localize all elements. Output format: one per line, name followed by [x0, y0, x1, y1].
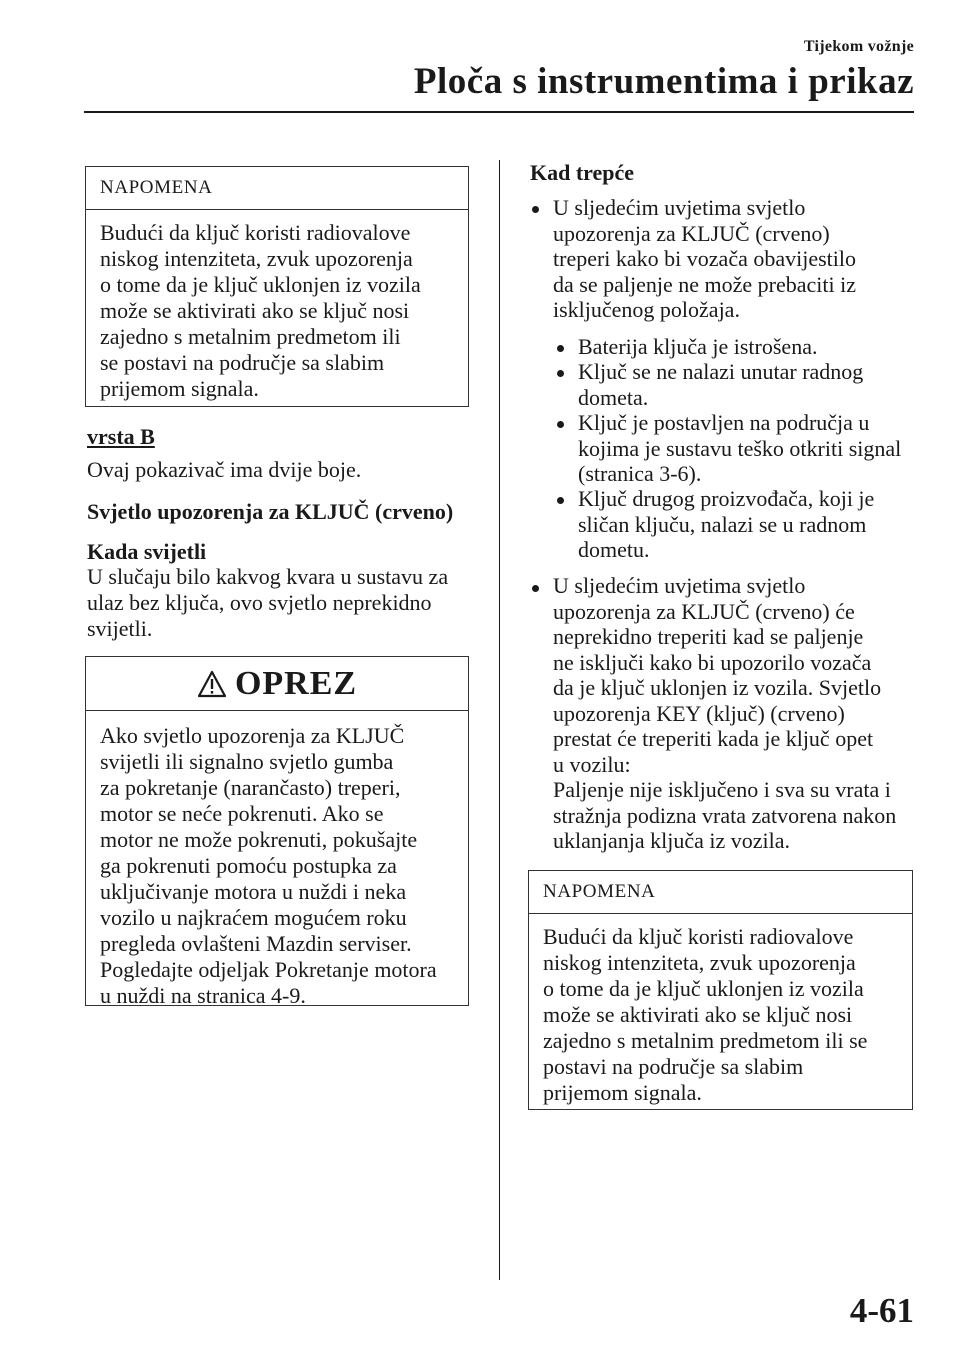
sub-bullet-item-1: Baterija ključa je istrošena. — [578, 334, 818, 359]
when-lit-text: U slučaju bilo kakvog kvara u sustavu za ulaz bez ključa, ovo svjetlo neprekidno svijetli. — [87, 564, 449, 641]
note-box-left — [85, 166, 469, 407]
bullet-dot — [532, 585, 539, 592]
sub-bullet-dot — [557, 345, 564, 352]
sub-bullet-item-2: Ključ se ne nalazi unutar radnog dometa. — [578, 359, 864, 410]
header-rule — [84, 111, 914, 113]
note-label: NAPOMENA — [529, 871, 912, 914]
note-text: Budući da ključ koristi radiovalove niskog intenziteta, zvuk upozorenja o tome da je ključ uklonjen iz vozila može se aktivirati ako se ključ nosi zajedno s metalnim predmetom ili se postavi na područje sa slabim prijemom signala. — [100, 220, 421, 401]
caution-header — [86, 657, 468, 711]
note-box-right — [528, 870, 913, 1110]
sub-bullet-item-3: Ključ je postavljen na područja u kojima je sustavu teško otkriti signal (stranica 3-6). — [578, 410, 902, 486]
caution-text: Ako svjetlo upozorenja za KLJUČ svijetli ili signalno svjetlo gumba za pokretanje (narančasto) treperi, motor se neće pokrenuti. Ako se motor ne može pokrenuti, pokušajte ga pokrenuti pomoću postupka za uključivanje motora u nuždi i neka vozilo u najkraćem mogućem roku pregleda ovlašteni Mazdin serviser. Pogledajte odjeljak Pokretanje motora u nuždi na stranica 4-9. — [100, 723, 437, 1008]
caution-box — [85, 656, 469, 1006]
page-number: 4-61 — [849, 1291, 914, 1330]
type-heading: vrsta B — [87, 424, 155, 449]
warning-triangle-icon — [197, 670, 227, 698]
sub-bullet-dot — [557, 497, 564, 504]
bullet-dot — [532, 206, 539, 213]
intro-text: Ovaj pokazivač ima dvije boje. — [87, 457, 362, 482]
note-label: NAPOMENA — [86, 167, 468, 210]
note-text: Budući da ključ koristi radiovalove niskog intenziteta, zvuk upozorenja o tome da je ključ uklonjen iz vozila može se aktivirati ako se ključ nosi zajedno s metalnim predmetom ili se postavi na područje sa slabim prijemom signala. — [543, 924, 868, 1105]
blink-heading: Kad trepće — [530, 160, 635, 185]
when-lit-heading: Kada svijetli — [87, 539, 207, 564]
sub-bullet-dot — [557, 370, 564, 377]
column-divider — [499, 160, 500, 1280]
section-label: Tijekom vožnje — [803, 38, 914, 55]
bullet-item-2: U sljedećim uvjetima svjetlo upozorenja za KLJUČ (crveno) će neprekidno treperiti kad se paljenje ne isključi kako bi upozorilo vozača da je ključ uklonjen iz vozila. Svjetlo upozorenja KEY (ključ) (crveno) prestat će treperiti kada je ključ opet u vozilu: Paljenje nije isključeno i sva su vrata i stražnja podizna vrata zatvorena nakon uklanjanja ključa iz vozila. — [553, 573, 897, 853]
page-title: Ploča s instrumentima i prikaz — [413, 61, 914, 102]
sub-bullet-dot — [557, 421, 564, 428]
bullet-item-1: U sljedećim uvjetima svjetlo upozorenja za KLJUČ (crveno) treperi kako bi vozača obavijestilo da se paljenje ne može prebaciti iz isključenog položaja. — [553, 195, 856, 322]
caution-label: OPREZ — [234, 664, 358, 702]
sub-bullet-item-4: Ključ drugog proizvođača, koji je sličan ključu, nalazi se u radnom dometu. — [578, 486, 875, 562]
key-warning-heading: Svjetlo upozorenja za KLJUČ (crveno) — [87, 499, 454, 524]
